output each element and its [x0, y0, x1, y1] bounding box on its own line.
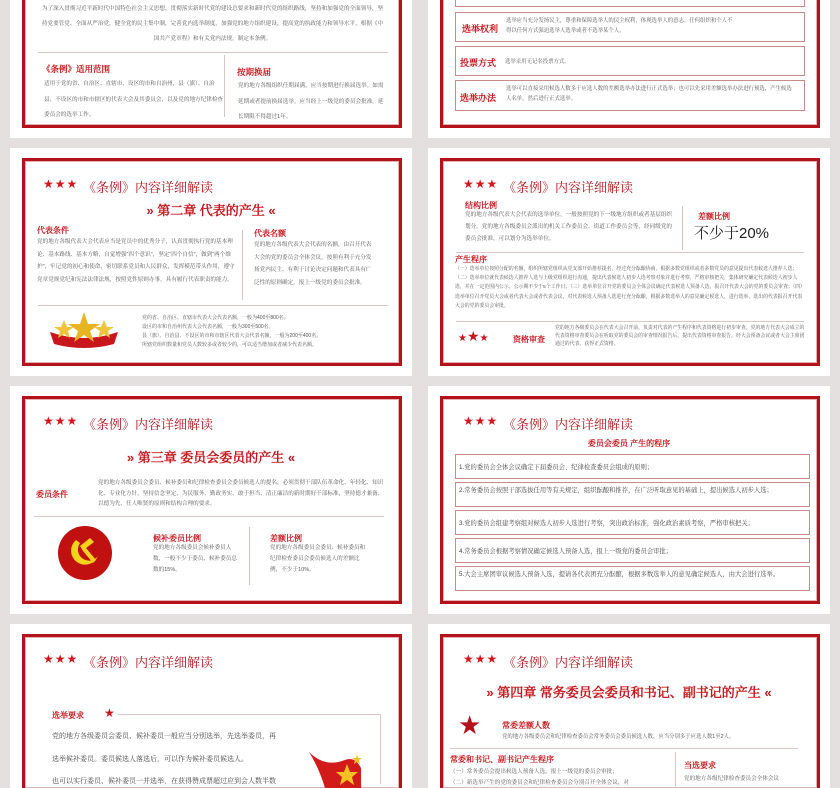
procedure-step: 2.常务委员会按照干部选拔任用等有关规定，组织酝酿和推荐，在广泛听取意见的基础上，提出候选人初步人选； — [455, 482, 810, 507]
procedure-heading: 产生程序 — [455, 255, 487, 264]
rule-label: 投票方式 — [460, 58, 497, 68]
star-icons: ★★★ — [463, 652, 499, 666]
difference-text: 党的地方各级委员会和纪律检查委员会常务委员会委员候选人数，应当分别多于应选人数1至2人。 — [502, 734, 735, 740]
party-emblem-icon — [58, 526, 112, 580]
condition-text: 党的地方各级代表大会代表应当是党员中的优秀分子，认真贯彻执行党的基本理论、基本路线、基本方略，自觉增强“四个意识”，坚定“四个自信”，做到“两个维护”，牢记党的初心和使命，密切联系党员和人民群众，发挥模范带头作用，遵守党章党规党纪和宪法法律法规，按照党性原则办事，具有履行代表职责的能力。 — [37, 239, 235, 283]
requirements-line: 选举候补委员。委员候选人落选后，可以作为候补委员候选人。 — [52, 756, 248, 763]
slide-chapter-4[interactable] — [428, 624, 830, 788]
alternate-ratio-text: 党的地方各级委员会候补委员人数，一般不少于委员、候补委员总数的15%。 — [153, 545, 237, 573]
structure-text: 党的地方各级代表大会代表的选举单位，一般按照党的下一级地方组织或者基层组织划分。党的地方各级委员会派出的机关工作委员会、街道工作委员会等，经同级党的委员会批准，可以划分为选举单位。 — [465, 212, 672, 242]
difference-heading: 常委差额人数 — [502, 721, 550, 730]
scope-heading: 《条例》适用范围 — [42, 64, 111, 74]
procedure-line: （二）新选举产生的党的委员会和纪律检查委员会分别召开全体会议，对 — [450, 780, 630, 786]
chapter-heading: » 第三章 委员会委员的产生 « — [126, 450, 296, 465]
star-icons: ★★★ — [463, 177, 499, 191]
procedure-step: 1.党的委员会全体会议确定下届委员会、纪律检查委员会组成的原则； — [455, 454, 810, 479]
divider — [224, 55, 225, 117]
rule-label: 选举权利 — [462, 24, 499, 34]
slide-title: 《条例》内容详细解读 — [83, 655, 214, 670]
difference-ratio-heading: 差额比例 — [270, 534, 302, 543]
star-icons: ★★★ — [43, 177, 79, 191]
quota-number-line: 县（旗）、自治县、不设区的市和市辖区代表大会代表名额，一般为200至400名。 — [142, 333, 322, 339]
slide-chapter-2[interactable] — [10, 148, 412, 376]
chapter-title: 第二章 代表的产生 — [157, 203, 265, 218]
difference-ratio-text: 党的地方各级委员会委员、候补委员和纪律检查委员会委员候选人的差额比例，不少于10%。 — [270, 545, 366, 573]
quota-heading: 代表名额 — [254, 229, 286, 238]
divider — [682, 206, 683, 250]
divider — [380, 714, 381, 784]
election-requirement-heading: 当选要求 — [684, 761, 716, 770]
review-text: 党的地方各级委员会在代表大会召开前，负责对代表的产生程序和代表资格进行初步审查。党的地方代表大会成立的代表资格审查委员会在听取党的委员会的审查情况报告后，提出代表资格审查报告，经大会预备会议或者大会主席团通过的代表，获得正式资格。 — [555, 326, 805, 347]
requirements-heading: 选举要求 — [52, 711, 84, 720]
review-heading: 资格审查 — [513, 335, 545, 344]
slide-general-provisions[interactable] — [10, 0, 412, 138]
slide-chapter-3[interactable] — [10, 386, 412, 614]
star-icon: ★ — [104, 706, 115, 720]
rule-label: 选举办法 — [460, 93, 497, 103]
procedure-heading: 常委和书记、副书记产生程序 — [450, 755, 554, 764]
procedure-step: 3.党的委员会组建考察组对候选人初步人选进行考察，突出政治标准，强化政治素质考察，严格审核把关； — [455, 510, 810, 535]
divider — [38, 305, 388, 306]
divider — [118, 714, 380, 715]
divider — [38, 52, 388, 53]
red-flag-stars-icon — [305, 748, 365, 788]
rule-text: 选举应当充分发扬民主，尊重和保障选举人的民主权利，体现选举人的意志。任何组织和个人不得以任何方式强迫选举人选举或者不选举某个人。 — [506, 18, 733, 34]
slide-title: 《条例》内容详细解读 — [83, 417, 214, 432]
gold-stars-ribbon-icon — [48, 310, 120, 348]
slide-chapter-2-details[interactable] — [428, 148, 830, 376]
term-heading: 按期换届 — [237, 67, 272, 77]
requirements-line: 也可以实行委员、候补委员一并选举，在获得赞成票超过应到会人数半数 — [52, 778, 276, 785]
rule-text: 选举可以直接采用候选人数多于应选人数的差额选举办法进行正式选举；也可以先采用差额选举办法进行预选，产生候选人名单，然后进行正式选举。 — [506, 86, 792, 102]
rule-text: 选举采用无记名投票方式。 — [505, 59, 570, 65]
star-icons: ★★★ — [43, 652, 79, 666]
condition-text: 党的地方各级委员会委员、候补委员和纪律检查委员会委员候选人的提名，必须贯彻干部队伍革命化、年轻化、知识化、专业化方针，坚持信念坚定、为民服务、勤政务实、敢于担当、清正廉洁的新时期好干部标准，坚持德才兼备、以德为先、任人唯贤的原则和结构合理的要求。 — [98, 480, 384, 507]
divider — [456, 252, 804, 253]
procedure-line: （一）常务委员会提出候选人预备人选，报上一级党的委员会审批； — [450, 769, 618, 775]
quota-number-line: 所辖党组织数量和党员人数较多或者较少的，可以适当增加或者减少代表名额。 — [142, 342, 318, 348]
star-icons: ★★★ — [463, 414, 499, 428]
condition-heading: 委员条件 — [36, 490, 68, 499]
procedure-text: （一）选举单位按照分配的名额，组织所辖党组织从党支部开始推荐提名，经过充分酝酿协商，根据多数党组织或者多数党员的意见提出代表候选人推荐人选；（二）选举单位就代表候选人推荐人选与上级党组织进行沟通，提出代表候选人初步人选考察对象并进行考察，严格审核把关，集体研究确定代表候选人初步人选，并在一定范围内公示，公示期不少于5个工作日；（三）选举单位召开党的委员会全体会议确定代表候选人预备人选，报召开代表大会的党的委员会审查；（四）选举单位召开党员大会或者代表大会或者代表会议，对代表候选人预备人选进行充分酝酿，根据多数选举人的意见确定候选人，进行选举，选出的代表报召开代表大会的党的委员会审批。 — [455, 267, 805, 309]
procedure-step: 4.常务委员会根据考察情况确定候选人预备人选，报上一级党的委员会审批； — [455, 538, 810, 563]
divider — [34, 516, 384, 517]
slide-title: 《条例》内容详细解读 — [83, 180, 214, 195]
chapter-title: 第三章 委员会委员的产生 — [137, 450, 285, 465]
ratio-value: 不少于20% — [694, 225, 770, 242]
quota-number-line: 设区的市和自治州代表大会代表名额，一般为300至500名。 — [142, 324, 274, 330]
intro-paragraph: 为了深入贯彻习近平新时代中国特色社会主义思想，贯彻落实新时代党的建设总要求和新时代党的组织路线，坚持和加强党的全面领导，坚持党要管党、全面从严治党，健全党的民主集中制，完善党内选举制度，加强党的地方组织建设，提高党的执政能力和领导水平，根据《中国共产党章程》和有关党内法规，制定本条例。 — [41, 6, 384, 42]
election-requirement-text: 党的地方各级纪律检查委员会全体会议 — [684, 776, 780, 782]
chapter-heading: » 第二章 代表的产生 « — [146, 203, 276, 218]
structure-heading: 结构比例 — [465, 201, 497, 210]
slide-title: 《条例》内容详细解读 — [503, 655, 634, 670]
chapter-heading: » 第四章 常务委员会委员和书记、副书记的产生 « — [486, 685, 772, 700]
requirements-line: 党的地方各级委员会委员、候补委员一般应当分别选举，先选举委员，再 — [52, 733, 276, 740]
quota-number-line: 党的省、自治区、直辖市代表大会代表名额，一般为400至800名。 — [142, 315, 289, 321]
divider — [249, 527, 250, 585]
slide-election-rules[interactable] — [428, 0, 830, 138]
condition-heading: 代表条件 — [37, 226, 69, 235]
chapter-title: 第四章 常务委员会委员和书记、副书记的产生 — [497, 685, 761, 700]
slide-title: 《条例》内容详细解读 — [503, 180, 634, 195]
scope-text: 适用于党的省、自治区、直辖市，设区的市和自治州，县（旗）、自治县、不设区的市和市辖区的代表大会及其委员会，以及党的地方纪律检查委员会的选举工作。 — [44, 81, 224, 118]
divider — [456, 321, 804, 322]
rule-box — [455, 0, 805, 7]
divider — [242, 230, 243, 300]
red-star-icon: ★ — [458, 710, 482, 740]
divider — [675, 752, 676, 788]
star-icons: ★★★ — [43, 414, 79, 428]
ratio-heading: 差额比例 — [698, 212, 730, 221]
slide-title: 《条例》内容详细解读 — [503, 417, 634, 432]
star-icons: ★★★ — [458, 328, 489, 344]
procedure-subtitle: 委员会委员 产生的程序 — [587, 439, 671, 448]
slide-election-requirements[interactable] — [10, 624, 412, 788]
divider — [450, 748, 798, 749]
alternate-ratio-heading: 候补委员比例 — [153, 534, 201, 543]
quota-text: 党的地方各级代表大会代表的名额，由召开代表大会的党的委员会全体会议，按照有利于充分发扬党内民主、有利于讨论决定问题和代表具有广泛性的原则确定，报上一级党的委员会批准。 — [254, 242, 372, 286]
term-text: 党的地方各级组织任期届满，应当按期进行换届选举。如需延期或者提前换届选举，应当经上一级党的委员会批准。延长期限不得超过1年。 — [238, 83, 384, 120]
procedure-step: 5.大会主席团审议候选人预备人选，提请各代表团充分酝酿，根据多数选举人的意见确定候选人，由大会进行选举。 — [455, 566, 810, 591]
